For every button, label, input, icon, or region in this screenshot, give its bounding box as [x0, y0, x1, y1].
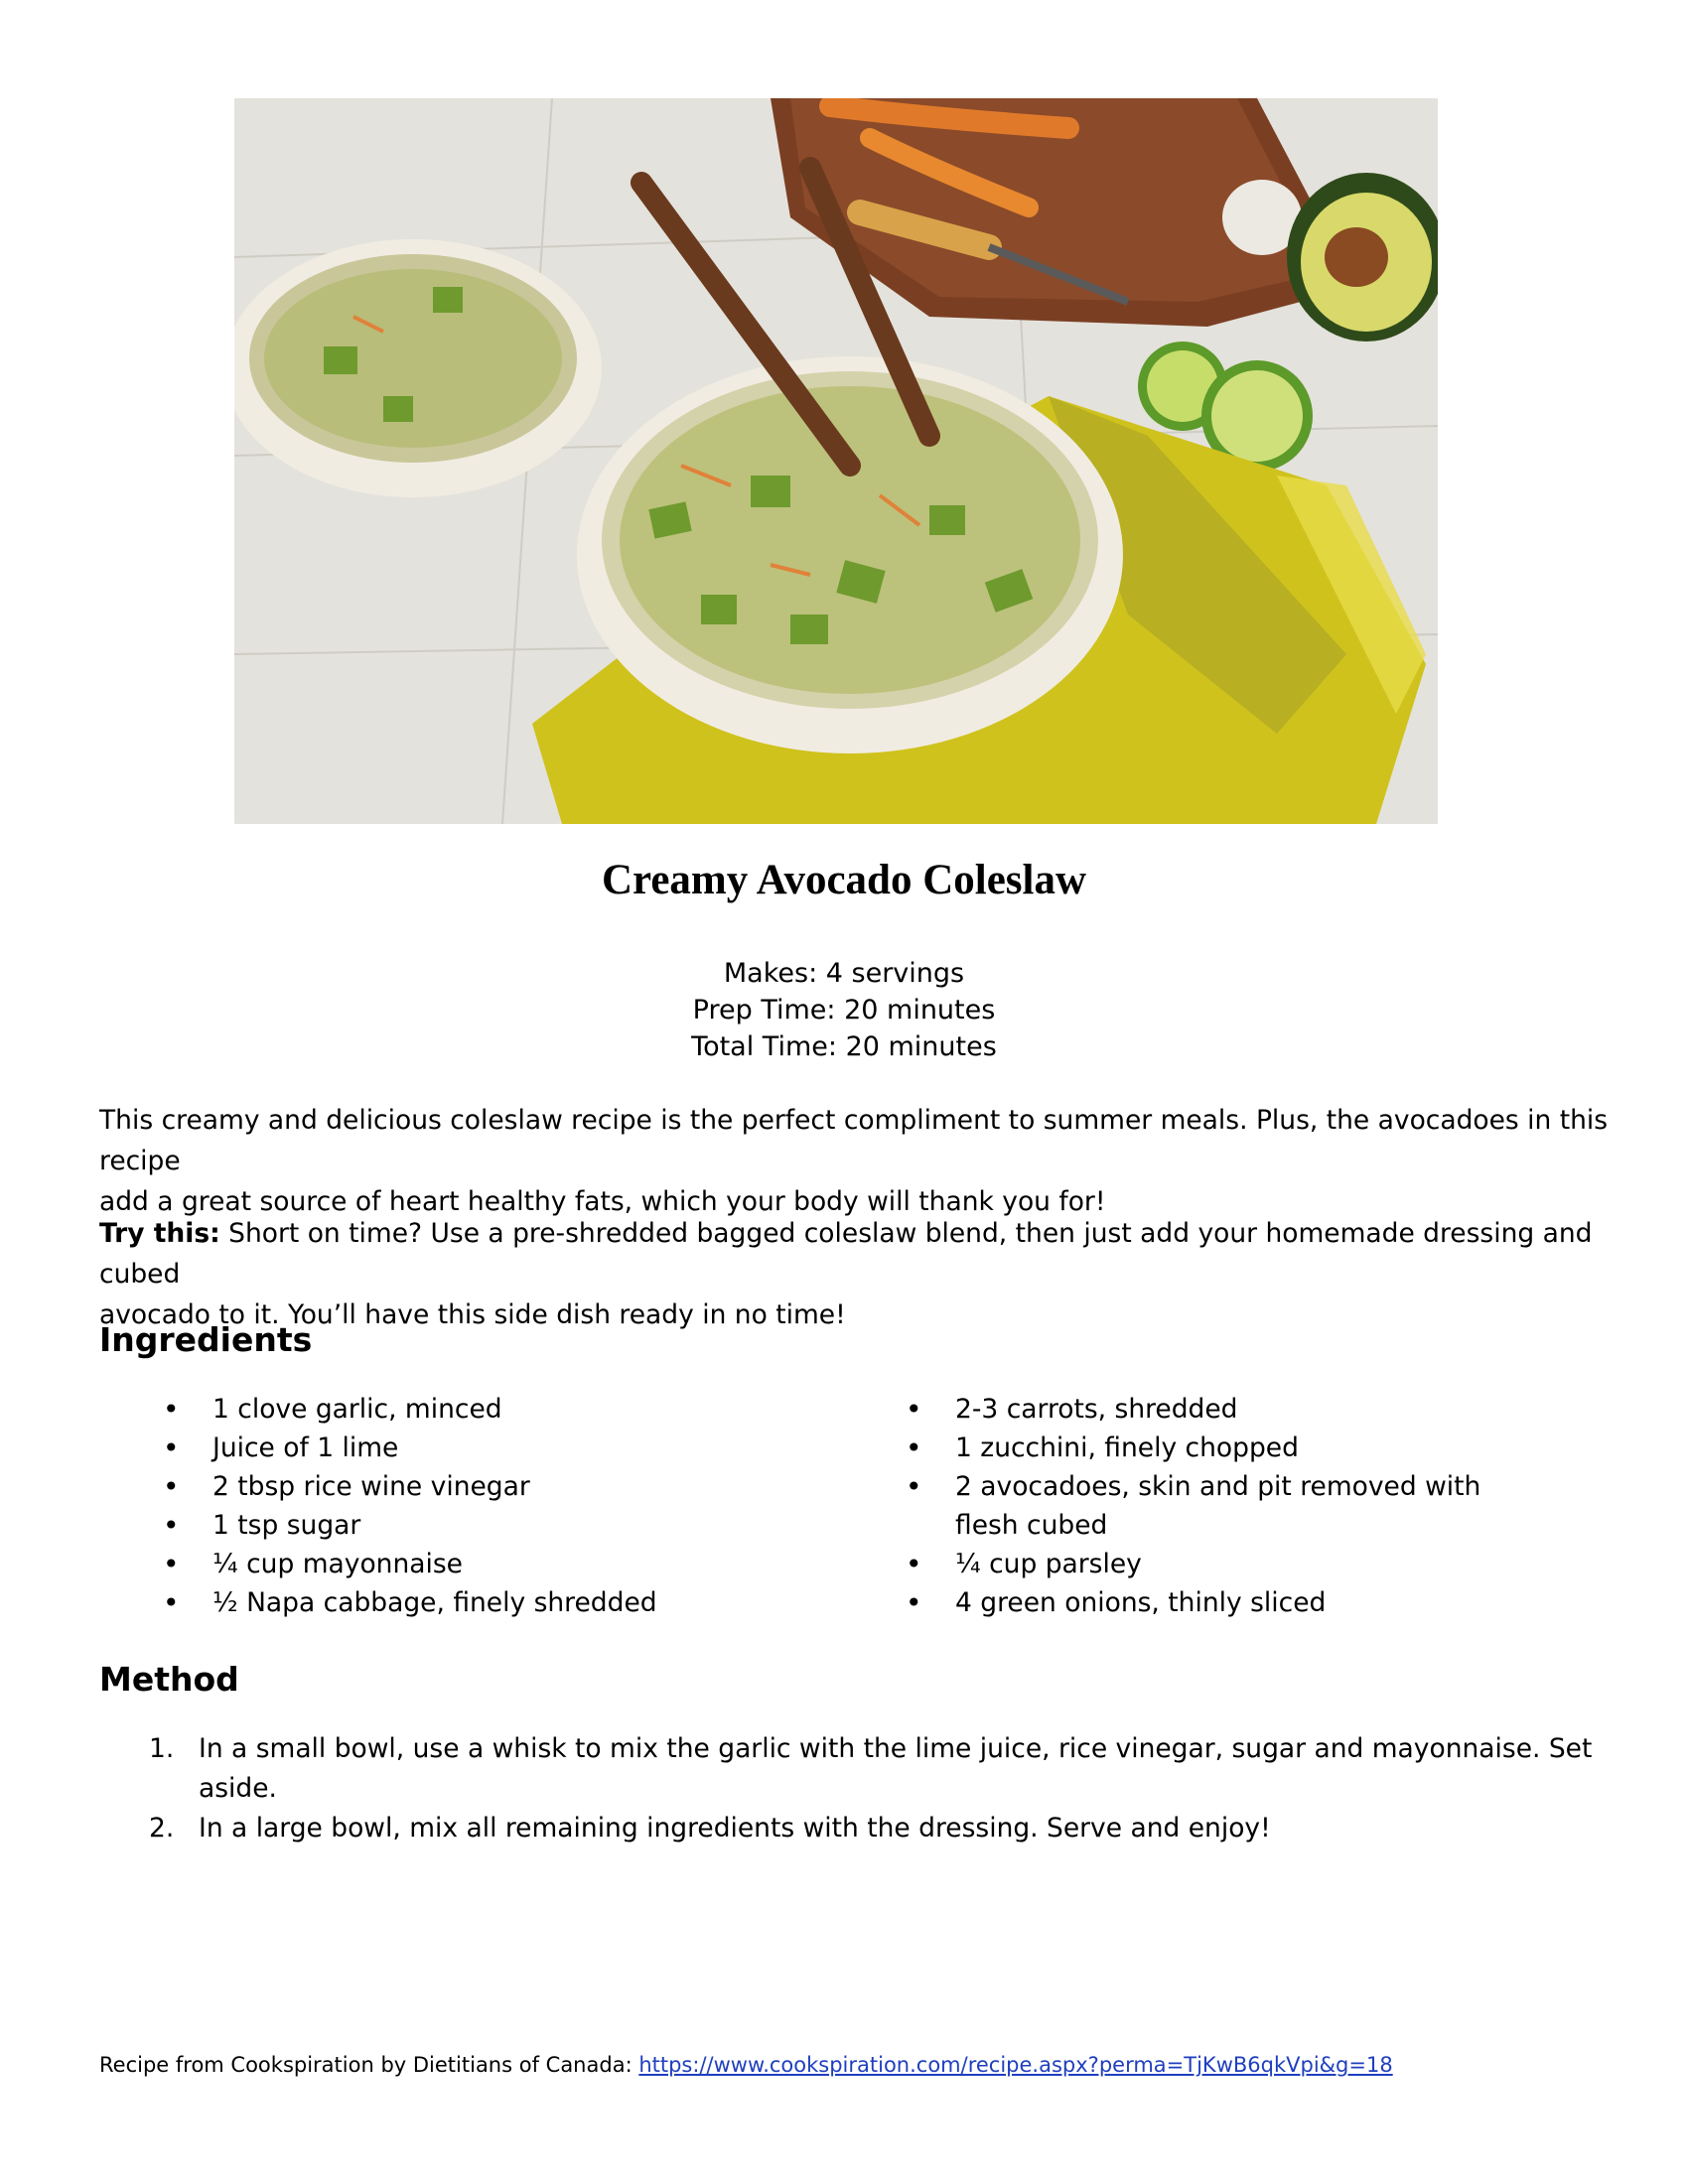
ingredients-heading: Ingredients	[99, 1320, 313, 1359]
ingredient-item: • ¼ cup mayonnaise	[163, 1545, 719, 1583]
coleslaw-photo	[234, 98, 1438, 824]
step-number: 1.	[149, 1733, 175, 1764]
total-time-text: Total Time: 20 minutes	[691, 1031, 997, 1062]
step-number: 2.	[149, 1813, 175, 1843]
ingredient-item: • 2 avocadoes, skin and pit removed with flesh cubed	[906, 1467, 1541, 1545]
step-text: In a small bowl, use a whisk to mix the garlic with the lime juice, rice vinegar, sugar and mayonnaise. Set aside.	[199, 1733, 1593, 1804]
ingredient-item: • 1 clove garlic, minced	[163, 1390, 719, 1429]
ingredient-item: • 4 green onions, thinly sliced	[906, 1583, 1541, 1622]
prep-time-text: Prep Time: 20 minutes	[692, 995, 996, 1025]
tip-label: Try this:	[99, 1218, 220, 1249]
ingredients-list-right	[906, 1390, 1541, 1622]
method-steps	[149, 1729, 1618, 1848]
servings-text: Makes: 4 servings	[723, 958, 965, 989]
recipe-tip	[99, 1213, 1609, 1335]
ingredient-item: • ¼ cup parsley	[906, 1545, 1541, 1583]
intro-line: add a great source of heart healthy fats, which your body will thank you for!	[99, 1186, 1106, 1217]
intro-line: This creamy and delicious coleslaw recipe is the perfect compliment to summer meals. Plus, the avocadoes in this recipe	[99, 1105, 1609, 1176]
ingredient-item: • 2 tbsp rice wine vinegar	[163, 1467, 719, 1506]
ingredient-item: • ½ Napa cabbage, finely shredded	[163, 1583, 719, 1622]
method-step	[149, 1809, 1618, 1848]
tip-text: avocado to it. You’ll have this side dish ready in no time!	[99, 1299, 846, 1330]
recipe-meta	[0, 955, 1688, 1065]
ingredient-item: • 2-3 carrots, shredded	[906, 1390, 1541, 1429]
ingredients-list-left	[163, 1390, 719, 1622]
footer-source-text: Recipe from Cookspiration by Dietitians of Canada:	[99, 2053, 639, 2077]
recipe-footer	[99, 2053, 1393, 2077]
recipe-title: Creamy Avocado Coleslaw	[601, 857, 1087, 903]
method-step	[149, 1729, 1618, 1809]
ingredient-item: • Juice of 1 lime	[163, 1429, 719, 1467]
recipe-intro	[99, 1100, 1609, 1222]
tip-text: Short on time? Use a pre-shredded bagged coleslaw blend, then just add your homemade dressing and cubed	[99, 1218, 1593, 1290]
ingredient-item: • 1 zucchini, finely chopped	[906, 1429, 1541, 1467]
step-text: In a large bowl, mix all remaining ingredients with the dressing. Serve and enjoy!	[199, 1813, 1271, 1843]
source-link[interactable]: https://www.cookspiration.com/recipe.aspx?perma=TjKwB6qkVpi&g=18	[638, 2053, 1393, 2077]
method-heading: Method	[99, 1660, 239, 1699]
ingredient-item: • 1 tsp sugar	[163, 1506, 719, 1545]
